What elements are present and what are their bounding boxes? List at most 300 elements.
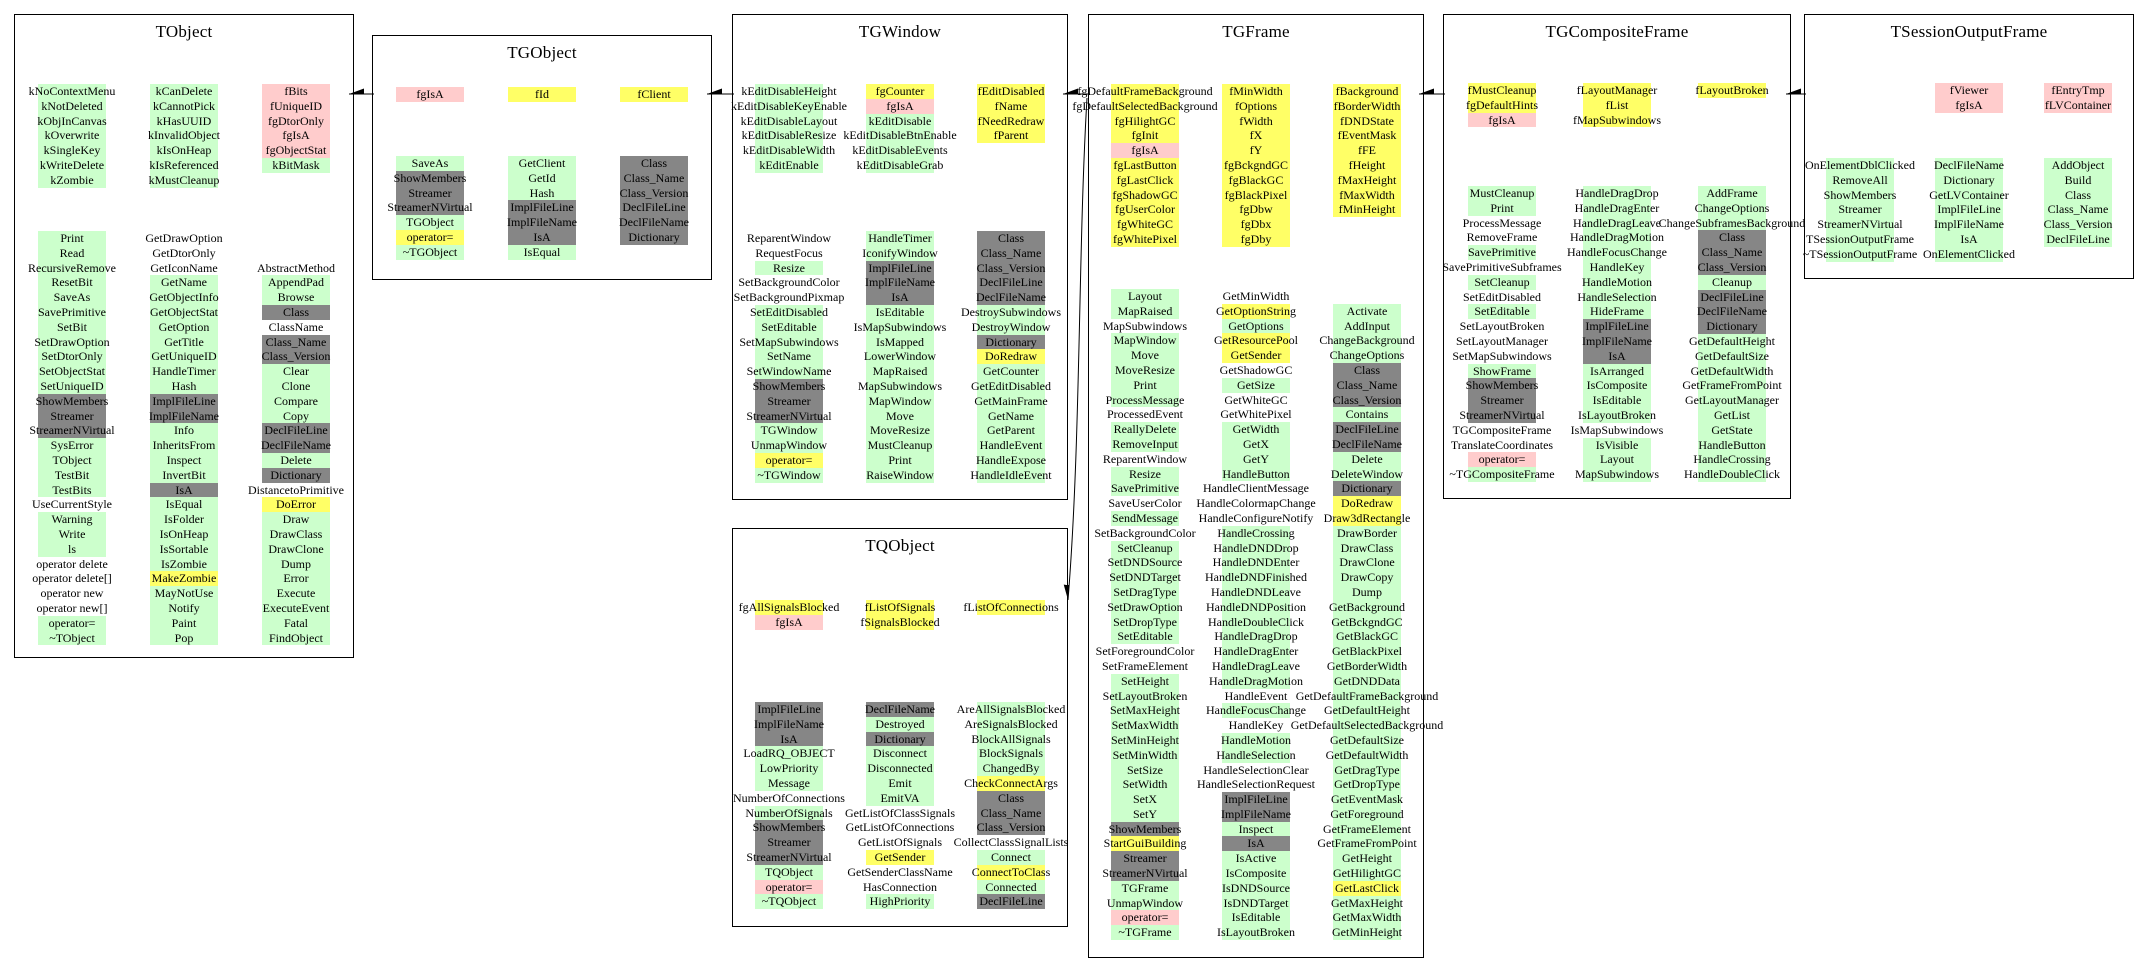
method-name: Resize [1129,466,1161,481]
field-name: fName [994,98,1028,113]
method-row [1620,304,1844,319]
method-name: GetSize [1237,377,1275,392]
method-name: IsEqual [165,497,203,512]
method-name: HandleSelection [1577,289,1657,304]
field-name: fgBlackPixel [1224,187,1288,202]
field-name: fEditDisabled [977,84,1045,98]
method-name: RaiseWindow [866,467,934,482]
method-name: Resize [773,260,805,275]
field-row [1144,217,1368,232]
method-name: SetMapSubwindows [739,334,839,349]
method-name: Class [1718,230,1745,245]
method-name: ReparentWindow [1102,451,1188,466]
method-name: Class [282,304,309,319]
field-name: fBorderWidth [1333,98,1401,113]
method-name: DeclFileName [865,702,935,716]
method-name: TGCompositeFrame [1452,422,1552,437]
method-name: NumberOfConnections [733,790,845,805]
method-name: Compare [274,393,318,408]
method-name: SetEditable [1474,304,1530,319]
method-name: HandleDragEnter [1213,644,1299,659]
method-name: SetEditDisabled [1463,289,1541,304]
method-name: HandleEvent [1224,688,1288,703]
field-name: fgDtorOnly [268,113,324,128]
method-name: GetObjectStat [150,304,218,319]
method-name: GetDefaultWidth [1690,363,1774,378]
method-name: ImplFileLine [757,702,821,716]
method-name: IsA [891,290,909,305]
field-name: fgDbx [1240,217,1272,232]
method-row [184,423,408,438]
method-name: SetWidth [1122,777,1168,792]
method-name: TGObject [406,215,454,230]
field-name: kEditDisable [868,113,932,128]
field-name: fgIsA [1955,97,1983,112]
method-name: DrawBorder [1337,525,1397,540]
method-name: GetForeground [1330,806,1404,821]
class-box-tgobject [372,35,712,280]
method-row [1620,334,1844,349]
method-name: ~TQObject [761,894,817,909]
method-name: HandleDragEnter [1574,200,1660,215]
method-name: Dictionary [628,229,680,244]
method-row [184,571,408,586]
method-name: HandleFocusChange [1567,245,1667,260]
method-name: ImplFileLine [1585,319,1649,334]
method-name: UnmapWindow [1106,895,1184,910]
field-name: fgIsA [282,128,310,143]
field-name: fFE [1358,143,1376,158]
method-name: DeleteWindow [1330,466,1404,481]
method-name: IsDNDSource [1222,880,1290,895]
field-name: fLayoutBroken [1695,83,1769,97]
method-name: SaveUserColor [1108,496,1182,511]
method-row [1620,438,1844,453]
method-name: DeclFileName [976,290,1046,305]
method-name: GetBckgndGC [1331,614,1403,629]
method-name: GetDefaultSelectedBackground [1290,718,1444,733]
method-name: Draw [282,512,310,527]
field-name: fLayoutManager [1576,83,1658,97]
method-name: TGWindow [760,423,818,438]
class-box-tgwindow [732,14,1068,500]
method-name: MayNotUse [154,586,214,601]
method-name: Class_Name [980,805,1042,820]
method-name: GetShadowGC [1219,362,1293,377]
method-name: IsZombie [161,556,207,571]
method-name: Activate [1346,303,1388,318]
method-name: ImplFileLine [868,260,932,275]
method-name: AreSignalsBlocked [964,716,1058,731]
field-name: fgIsA [416,87,444,101]
field-name: fListOfSignals [864,600,936,614]
method-name: IsLayoutBroken [1578,407,1656,422]
method-name: BlockSignals [978,746,1043,761]
class-title: TGFrame [1222,22,1290,41]
method-name: HandleConfigureNotify [1198,510,1314,525]
method-name: LoadRQ_OBJECT [743,746,835,761]
method-name: HandleClientMessage [1203,481,1309,496]
field-row [72,173,296,188]
field-name: kEditDisableResize [741,128,837,143]
method-name: Dictionary [1943,172,1995,187]
method-name: IconifyWindow [862,245,938,260]
method-name: Class_Name [265,334,327,349]
method-name: GetDefaultSize [1330,732,1404,747]
method-row [184,497,408,512]
class-title: TGWindow [858,22,942,41]
method-name: AddObject [2051,158,2105,172]
method-row [184,527,408,542]
method-name: InheritsFrom [152,438,216,453]
method-row [1255,792,1479,807]
method-name: IsEditable [875,304,925,319]
method-name: Streamer [50,408,94,423]
method-name: SetDNDTarget [1109,570,1181,585]
method-name: HandleCrossing [1693,452,1771,467]
method-name: GetDtorOnly [152,245,216,260]
field-row [788,615,1012,630]
field-name: fMapSubwindows [1572,112,1661,127]
method-name: SetDropType [1113,614,1177,629]
method-name: GetDefaultFrameBackground [1295,688,1439,703]
method-name: operator= [765,879,813,894]
method-name: DeclFileName [619,215,689,230]
method-name: ImplFileName [1934,217,2004,232]
method-name: MoveResize [870,423,930,438]
method-name: RecursiveRemove [28,260,116,275]
method-name: Inspect [166,452,202,467]
method-name: Class_Version [1332,392,1402,407]
class-title: TSessionOutputFrame [1890,22,2048,41]
method-name: SetMapSubwindows [1452,348,1552,363]
method-name: SetObjectStat [39,364,105,379]
field-name: fListOfConnections [963,600,1059,614]
method-name: ImplFileLine [152,393,216,408]
method-name: SetDtorOnly [41,349,103,364]
method-name: SavePrimitive [1468,245,1536,260]
method-name: IsA [1960,231,1978,246]
method-name: Info [174,423,194,438]
method-name: StartGuiBuilding [1103,836,1187,851]
method-name: GetLayoutManager [1685,393,1779,408]
method-name: HandleDragLeave [1212,658,1300,673]
method-name: SetMaxHeight [1110,703,1180,718]
method-name: DrawClass [1340,540,1394,555]
field-name: kHasUUID [156,113,212,128]
method-name: UnmapWindow [750,438,828,453]
field-name: fMaxWidth [1339,187,1395,202]
method-row [184,542,408,557]
field-name: kEditDisableLayout [740,113,838,128]
method-name: HandleFocusChange [1206,703,1306,718]
field-name: kIsOnHeap [156,143,212,158]
method-name: HandleIdleEvent [970,467,1052,482]
field-name: fParent [993,128,1029,143]
method-name: Copy [282,408,309,423]
method-name: SetDrawOption [34,334,110,349]
method-name: GetFrameFromPoint [1317,836,1417,851]
method-name: DeclFileName [1934,158,2004,172]
method-name: HandleCrossing [1217,525,1295,540]
method-name: Class [2064,187,2091,202]
method-name: GetDropType [1334,777,1400,792]
method-name: IsMapped [876,334,924,349]
method-name: CollectClassSignalLists [953,835,1069,850]
method-name: Streamer [767,393,811,408]
method-row [1620,378,1844,393]
method-name: GetListOfConnections [845,820,955,835]
field-name: fId [535,87,549,101]
field-name: fgInit [1131,128,1159,143]
method-name: operator delete[] [32,571,112,586]
method-name: Delete [280,452,312,467]
method-name: ReparentWindow [746,231,832,245]
method-row [184,586,408,601]
method-name: FindObject [269,630,323,645]
method-row [1620,393,1844,408]
class-title: TQObject [865,536,935,555]
method-name: IsOnHeap [159,526,209,541]
method-row [184,320,408,335]
class-box-tgframe [1072,14,1444,958]
field-name: fgLastButton [1113,157,1177,172]
method-name: IsMapSubwindows [853,319,947,334]
method-name: IsEditable [1231,910,1281,925]
method-name: StreamerNVirtual [387,200,473,215]
method-row [184,616,408,631]
method-name: ClassName [268,319,324,334]
field-name: fUniqueID [270,98,322,113]
field-name: fgIsA [1488,112,1516,127]
method-name: ImplFileName [507,215,577,230]
method-name: HandleButton [1222,466,1290,481]
method-name: GetFrameFromPoint [1682,378,1782,393]
field-name: fMustCleanup [1467,83,1537,97]
method-name: Warning [51,512,93,527]
field-name: kWriteDelete [39,157,105,172]
field-name: fNeedRedraw [977,113,1045,128]
method-name: IsComposite [1225,866,1287,881]
method-row [184,512,408,527]
method-name: MapSubwindows [1574,467,1659,482]
method-name: Class_Version [2043,217,2113,232]
field-name: fgWhiteGC [1117,217,1173,232]
method-name: HandleDNDLeave [1211,584,1301,599]
field-name: kEditDisableWidth [742,143,836,158]
method-name: RemoveInput [1112,436,1178,451]
field-name: fgDefaultHints [1466,97,1538,112]
method-name: IsSortable [159,541,209,556]
method-name: SendMessage [1112,510,1178,525]
method-name: ShowMembers [35,393,109,408]
method-row [430,245,654,260]
field-name: fMinHeight [1338,202,1396,217]
method-name: IsComposite [1586,378,1648,393]
method-name: IsA [175,482,193,497]
method-name: GetCounter [983,364,1039,379]
method-name: DeclFileLine [1335,422,1399,437]
method-name: Contains [1345,407,1389,422]
method-name: TranslateCoordinates [1450,437,1554,452]
method-name: DestroySubwindows [960,304,1061,319]
method-name: Destroyed [875,716,925,731]
method-name: ProcessMessage [1105,392,1185,407]
method-name: SetHeight [1121,673,1169,688]
method-name: EmitVA [880,790,920,805]
method-name: Dictionary [985,334,1037,349]
method-name: ConnectToClass [971,864,1051,879]
method-name: IsDNDTarget [1223,895,1289,910]
method-name: Disconnected [867,761,933,776]
method-name: Pop [174,630,194,645]
method-name: SetMinWidth [1112,747,1178,762]
method-name: IsA [780,731,798,746]
method-name: UseCurrentStyle [32,497,112,512]
method-name: GetBackground [1329,599,1405,614]
method-name: GetHeight [1342,851,1392,866]
method-name: OnElementDblClicked [1805,158,1915,172]
method-name: HandleDragLeave [1573,215,1661,230]
method-name: IsActive [1235,851,1277,866]
method-name: DeclFileName [1332,436,1402,451]
method-name: SetLayoutBroken [1459,319,1545,334]
method-name: operator= [406,229,454,244]
method-name: IsMapSubwindows [1570,422,1664,437]
method-name: DeclFileLine [622,200,686,215]
method-name: SetEditable [761,319,817,334]
method-name: GetDefaultSize [1695,348,1769,363]
method-name: SetCleanup [1474,274,1530,289]
method-row [1255,851,1479,866]
field-name: kBitMask [272,157,320,172]
method-name: Notify [168,600,200,615]
method-name: ~TGCompositeFrame [1449,467,1555,482]
field-name: kEditDisableKeyEnable [731,98,847,113]
field-name: fBackground [1335,84,1399,98]
method-name: GetState [1711,422,1753,437]
method-row [184,335,408,350]
method-name: ChangedBy [982,761,1040,776]
method-name: HandleSelectionRequest [1197,777,1315,792]
method-name: Hash [171,378,197,393]
field-name: fgIsA [775,614,803,629]
field-name: fgIsA [1131,143,1159,158]
method-row [1255,718,1479,733]
method-name: GetBorderWidth [1326,658,1408,673]
method-name: SetEditDisabled [750,304,828,319]
method-name: MapWindow [1113,333,1177,348]
method-name: SaveAs [53,290,91,305]
method-name: Print [1490,200,1514,215]
method-name: GetId [528,170,556,185]
field-name: kEditDisableHeight [741,84,837,98]
method-name: GetDefaultWidth [1325,747,1409,762]
method-name: Class_Name [2047,202,2109,217]
method-name: IsA [1608,348,1626,363]
method-name: GetMaxWidth [1332,910,1402,925]
class-title: TObject [155,22,213,41]
method-name: GetLastClick [1335,880,1399,895]
method-name: SetX [1133,792,1157,807]
method-name: ProcessMessage [1462,215,1542,230]
field-name: kEditDisableEvents [852,143,948,158]
method-name: ProcessedEvent [1107,407,1183,422]
field-name: fEventMask [1337,128,1397,143]
field-name: fWidth [1239,113,1273,128]
method-name: Error [283,571,309,586]
method-name: HideFrame [1590,304,1644,319]
field-name: fgBckgndGC [1224,157,1288,172]
method-name: ShowMembers [752,820,826,835]
method-name: GetSender [1230,348,1282,363]
method-name: SetBackgroundColor [1094,525,1196,540]
method-name: DoRedraw [1341,496,1393,511]
method-name: ShowMembers [1465,378,1539,393]
method-name: StreamerNVirtual [1459,407,1545,422]
method-name: GetOptionString [1216,303,1296,318]
method-name: ImplFileLine [1937,202,2001,217]
field-name: fgLastClick [1116,172,1174,187]
method-name: AddFrame [1706,186,1758,200]
method-name: ChangeOptions [1329,348,1405,363]
method-name: TSessionOutputFrame [1806,231,1914,246]
method-name: GetFrameElement [1323,821,1411,836]
field-name: fgIsA [886,98,914,113]
method-name: ~TGWindow [757,467,821,482]
method-name: Draw3dRectangle [1323,510,1411,525]
method-name: GetClient [518,156,566,170]
method-name: Execute [276,586,316,601]
method-name: Message [768,775,810,790]
method-name: TestBits [52,482,92,497]
method-name: GetMainFrame [974,393,1048,408]
method-name: OnElementClicked [1923,246,2015,261]
field-name: fgCounter [875,84,925,98]
method-name: HandleColormapChange [1196,496,1316,511]
field-name: fgShadowGC [1112,187,1178,202]
field-name: kEditDisableGrab [856,157,944,172]
method-name: DeclFileLine [979,275,1043,290]
method-name: SetMaxWidth [1111,718,1179,733]
method-name: SetMinHeight [1111,732,1179,747]
method-name: NumberOfSignals [745,805,833,820]
method-name: Streamer [408,185,452,200]
method-name: MakeZombie [151,571,217,586]
method-name: HasConnection [863,879,937,894]
method-name: ChangeBackground [1319,333,1415,348]
method-name: SetDrawOption [1107,599,1183,614]
method-row [184,453,408,468]
method-name: HandleDragMotion [1570,230,1664,245]
method-name: Class_Version [261,349,331,364]
method-name: DrawClone [268,541,324,556]
method-name: GetUniqueID [151,349,217,364]
method-row [1966,232,2152,247]
method-name: ShowMembers [393,170,467,185]
method-name: GetY [1243,451,1269,466]
field-name: kNotDeleted [41,98,103,113]
method-name: GetIconName [150,260,218,275]
method-name: HandleMotion [1221,732,1291,747]
method-name: GetMinWidth [1222,289,1290,303]
method-name: GetWidth [1232,422,1280,437]
field-name: kEditEnable [759,157,819,172]
method-name: Hash [529,185,555,200]
method-row [184,601,408,616]
method-name: HandleDNDFinished [1205,570,1307,585]
method-name: SetForegroundColor [1095,644,1195,659]
